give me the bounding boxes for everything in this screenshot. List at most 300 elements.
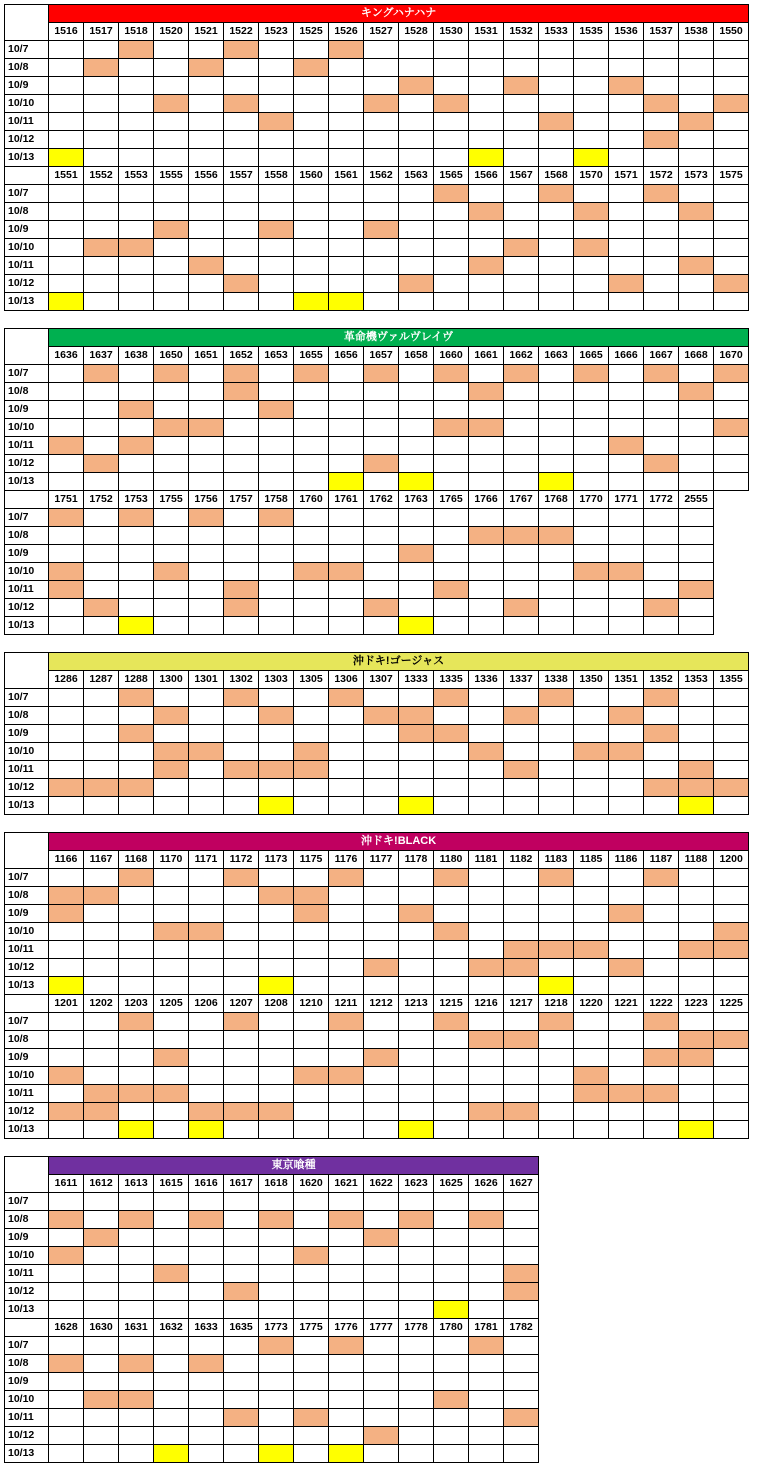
marked-cell <box>189 257 224 275</box>
data-cell <box>644 401 679 419</box>
data-cell <box>259 95 294 113</box>
header-spacer <box>5 167 49 185</box>
data-cell <box>679 95 714 113</box>
data-cell <box>154 725 189 743</box>
data-cell <box>469 401 504 419</box>
marked-cell <box>49 1067 84 1085</box>
data-cell <box>49 1121 84 1139</box>
marked-cell <box>49 887 84 905</box>
marked-cell <box>154 1049 189 1067</box>
machine-number: 1565 <box>434 167 469 185</box>
data-cell <box>644 887 679 905</box>
data-cell <box>84 923 119 941</box>
data-cell <box>574 1031 609 1049</box>
machine-number: 1762 <box>364 491 399 509</box>
data-cell <box>679 365 714 383</box>
data-cell <box>259 437 294 455</box>
marked-cell <box>434 185 469 203</box>
data-cell <box>224 1031 259 1049</box>
data-cell <box>294 599 329 617</box>
marked-cell <box>469 1031 504 1049</box>
date-label: 10/8 <box>5 1355 49 1373</box>
data-cell <box>294 1013 329 1031</box>
data-cell <box>294 977 329 995</box>
data-cell <box>399 257 434 275</box>
data-cell <box>364 1085 399 1103</box>
data-cell <box>189 761 224 779</box>
machine-number: 1553 <box>119 167 154 185</box>
marked-cell <box>714 1031 749 1049</box>
machine-number: 1782 <box>504 1319 539 1337</box>
data-cell <box>154 131 189 149</box>
data-cell <box>154 527 189 545</box>
data-cell <box>364 41 399 59</box>
marked-cell <box>49 905 84 923</box>
marked-cell <box>644 365 679 383</box>
table-row <box>5 1031 749 1049</box>
data-cell <box>294 41 329 59</box>
machine-number: 1632 <box>154 1319 189 1337</box>
marked-cell <box>294 1067 329 1085</box>
data-cell <box>224 1085 259 1103</box>
data-cell <box>434 437 469 455</box>
data-cell <box>399 437 434 455</box>
data-cell <box>364 527 399 545</box>
data-cell <box>714 221 749 239</box>
data-cell <box>119 563 154 581</box>
data-cell <box>434 401 469 419</box>
machine-number: 1651 <box>189 347 224 365</box>
data-cell <box>469 1445 504 1463</box>
data-cell <box>539 707 574 725</box>
marked-cell <box>434 1391 469 1409</box>
marked-cell <box>259 1337 294 1355</box>
data-cell <box>49 797 84 815</box>
data-cell <box>259 257 294 275</box>
data-cell <box>469 905 504 923</box>
data-cell <box>469 941 504 959</box>
marked-cell <box>224 869 259 887</box>
data-cell <box>294 1229 329 1247</box>
marked-cell <box>399 725 434 743</box>
data-cell <box>84 1193 119 1211</box>
date-label: 10/12 <box>5 455 49 473</box>
data-cell <box>399 41 434 59</box>
data-cell <box>399 1337 434 1355</box>
data-cell <box>154 77 189 95</box>
data-cell <box>364 1355 399 1373</box>
data-cell <box>329 383 364 401</box>
data-cell <box>434 275 469 293</box>
machine-number: 1767 <box>504 491 539 509</box>
data-cell <box>329 1121 364 1139</box>
data-cell <box>154 1031 189 1049</box>
highlight-cell <box>539 977 574 995</box>
data-cell <box>154 1409 189 1427</box>
data-cell <box>329 257 364 275</box>
data-cell <box>154 1373 189 1391</box>
machine-number: 1221 <box>609 995 644 1013</box>
data-cell <box>84 1013 119 1031</box>
data-cell <box>644 761 679 779</box>
data-cell <box>434 905 469 923</box>
data-cell <box>644 797 679 815</box>
machine-number: 1220 <box>574 995 609 1013</box>
date-label: 10/7 <box>5 1013 49 1031</box>
marked-cell <box>574 1085 609 1103</box>
marked-cell <box>84 599 119 617</box>
data-cell <box>49 1337 84 1355</box>
data-cell <box>84 689 119 707</box>
data-cell <box>329 365 364 383</box>
data-cell <box>329 149 364 167</box>
section-table <box>4 4 749 311</box>
data-cell <box>49 185 84 203</box>
marked-cell <box>224 1283 259 1301</box>
data-cell <box>49 1427 84 1445</box>
highlight-cell <box>434 1301 469 1319</box>
data-cell <box>294 509 329 527</box>
data-cell <box>539 365 574 383</box>
marked-cell <box>84 455 119 473</box>
marked-cell <box>294 1247 329 1265</box>
data-cell <box>714 257 749 275</box>
marked-cell <box>504 707 539 725</box>
data-cell <box>49 599 84 617</box>
data-cell <box>644 977 679 995</box>
data-cell <box>224 743 259 761</box>
data-cell <box>504 1391 539 1409</box>
marked-cell <box>259 761 294 779</box>
data-cell <box>609 401 644 419</box>
data-cell <box>329 401 364 419</box>
data-cell <box>329 221 364 239</box>
machine-number: 1662 <box>504 347 539 365</box>
data-cell <box>504 977 539 995</box>
machine-number: 1301 <box>189 671 224 689</box>
data-cell <box>434 257 469 275</box>
data-cell <box>469 41 504 59</box>
data-cell <box>574 293 609 311</box>
data-cell <box>469 1409 504 1427</box>
highlight-cell <box>574 149 609 167</box>
data-cell <box>84 1301 119 1319</box>
data-cell <box>539 455 574 473</box>
marked-cell <box>504 941 539 959</box>
data-cell <box>434 239 469 257</box>
data-cell <box>679 1103 714 1121</box>
marked-cell <box>469 527 504 545</box>
data-cell <box>399 1067 434 1085</box>
marked-cell <box>434 923 469 941</box>
data-cell <box>189 1193 224 1211</box>
data-cell <box>574 419 609 437</box>
data-cell <box>154 905 189 923</box>
data-cell <box>434 1445 469 1463</box>
data-cell <box>679 977 714 995</box>
machine-number: 1307 <box>364 671 399 689</box>
marked-cell <box>469 1337 504 1355</box>
data-cell <box>644 527 679 545</box>
date-label: 10/8 <box>5 527 49 545</box>
data-cell <box>504 563 539 581</box>
data-cell <box>154 887 189 905</box>
marked-cell <box>224 275 259 293</box>
data-cell <box>504 545 539 563</box>
data-cell <box>259 563 294 581</box>
data-cell <box>119 221 154 239</box>
data-cell <box>399 1247 434 1265</box>
data-cell <box>259 941 294 959</box>
data-cell <box>399 779 434 797</box>
data-cell <box>504 41 539 59</box>
data-cell <box>504 293 539 311</box>
marked-cell <box>504 527 539 545</box>
data-cell <box>84 1211 119 1229</box>
data-cell <box>119 599 154 617</box>
data-cell <box>574 59 609 77</box>
highlight-cell <box>259 977 294 995</box>
data-cell <box>399 1013 434 1031</box>
data-cell <box>399 527 434 545</box>
data-cell <box>119 581 154 599</box>
machine-number: 1333 <box>399 671 434 689</box>
data-cell <box>469 617 504 635</box>
data-cell <box>364 473 399 491</box>
marked-cell <box>119 401 154 419</box>
data-cell <box>364 761 399 779</box>
data-cell <box>574 77 609 95</box>
date-label: 10/12 <box>5 599 49 617</box>
section-title: 沖ドキ!ゴージャス <box>49 653 749 671</box>
data-cell <box>399 1355 434 1373</box>
machine-number: 1753 <box>119 491 154 509</box>
marked-cell <box>84 239 119 257</box>
table-row <box>5 707 749 725</box>
data-cell <box>364 1031 399 1049</box>
data-cell <box>469 239 504 257</box>
machine-number: 1517 <box>84 23 119 41</box>
data-cell <box>574 41 609 59</box>
data-cell <box>189 293 224 311</box>
marked-cell <box>364 95 399 113</box>
machine-number: 1620 <box>294 1175 329 1193</box>
data-cell <box>224 59 259 77</box>
machine-number: 1201 <box>49 995 84 1013</box>
date-label: 10/13 <box>5 1445 49 1463</box>
data-cell <box>539 743 574 761</box>
data-cell <box>609 473 644 491</box>
data-cell <box>84 1265 119 1283</box>
machine-number: 1776 <box>329 1319 364 1337</box>
machine-number: 1618 <box>259 1175 294 1193</box>
data-cell <box>469 797 504 815</box>
marked-cell <box>119 1013 154 1031</box>
data-cell <box>119 473 154 491</box>
marked-cell <box>434 365 469 383</box>
data-cell <box>364 293 399 311</box>
table-row <box>5 1391 539 1409</box>
data-cell <box>189 779 224 797</box>
data-cell <box>119 1427 154 1445</box>
data-cell <box>714 1013 749 1031</box>
machine-number: 1758 <box>259 491 294 509</box>
data-cell <box>609 689 644 707</box>
data-cell <box>49 941 84 959</box>
data-cell <box>119 1337 154 1355</box>
data-cell <box>329 1373 364 1391</box>
highlight-cell <box>154 1445 189 1463</box>
data-cell <box>434 1085 469 1103</box>
machine-number: 1631 <box>119 1319 154 1337</box>
table-row <box>5 905 749 923</box>
section-title: 革命機ヴァルヴレイヴ <box>49 329 749 347</box>
data-cell <box>504 113 539 131</box>
data-cell <box>259 581 294 599</box>
data-cell <box>714 1067 749 1085</box>
data-cell <box>574 527 609 545</box>
data-cell <box>364 905 399 923</box>
data-cell <box>679 563 714 581</box>
data-cell <box>469 293 504 311</box>
blank-cell <box>714 527 749 545</box>
data-cell <box>189 797 224 815</box>
marked-cell <box>609 275 644 293</box>
data-cell <box>644 509 679 527</box>
data-cell <box>504 617 539 635</box>
data-cell <box>189 1229 224 1247</box>
data-cell <box>364 563 399 581</box>
data-cell <box>574 977 609 995</box>
marked-cell <box>154 707 189 725</box>
data-cell <box>119 527 154 545</box>
marked-cell <box>364 365 399 383</box>
data-cell <box>189 221 224 239</box>
data-cell <box>329 941 364 959</box>
data-cell <box>224 149 259 167</box>
data-cell <box>679 725 714 743</box>
data-cell <box>294 401 329 419</box>
machine-number: 1760 <box>294 491 329 509</box>
data-cell <box>469 1049 504 1067</box>
table-row <box>5 527 749 545</box>
data-cell <box>329 1229 364 1247</box>
data-cell <box>364 887 399 905</box>
machine-number: 1212 <box>364 995 399 1013</box>
data-cell <box>434 707 469 725</box>
marked-cell <box>399 905 434 923</box>
data-cell <box>259 1409 294 1427</box>
corner-cell <box>5 329 49 365</box>
section-table <box>4 328 749 635</box>
date-label: 10/11 <box>5 761 49 779</box>
table-row <box>5 149 749 167</box>
data-cell <box>259 959 294 977</box>
data-cell <box>539 923 574 941</box>
data-cell <box>469 473 504 491</box>
data-cell <box>399 869 434 887</box>
data-cell <box>84 131 119 149</box>
date-label: 10/13 <box>5 1301 49 1319</box>
date-label: 10/8 <box>5 383 49 401</box>
data-cell <box>609 923 644 941</box>
data-cell <box>539 563 574 581</box>
data-cell <box>364 1103 399 1121</box>
data-cell <box>224 1121 259 1139</box>
machine-number: 1667 <box>644 347 679 365</box>
marked-cell <box>469 383 504 401</box>
data-cell <box>329 275 364 293</box>
data-cell <box>259 275 294 293</box>
data-cell <box>84 1373 119 1391</box>
data-cell <box>714 185 749 203</box>
machine-number: 1757 <box>224 491 259 509</box>
data-cell <box>119 1445 154 1463</box>
data-cell <box>434 1373 469 1391</box>
data-cell <box>609 419 644 437</box>
data-cell <box>294 77 329 95</box>
data-cell <box>504 509 539 527</box>
table-row <box>5 797 749 815</box>
data-cell <box>119 1103 154 1121</box>
data-cell <box>504 689 539 707</box>
data-cell <box>329 527 364 545</box>
machine-number: 1528 <box>399 23 434 41</box>
data-cell <box>539 887 574 905</box>
data-cell <box>259 1049 294 1067</box>
data-cell <box>399 941 434 959</box>
data-cell <box>224 1193 259 1211</box>
machine-number: 1775 <box>294 1319 329 1337</box>
data-cell <box>189 239 224 257</box>
data-cell <box>329 1391 364 1409</box>
data-cell <box>224 725 259 743</box>
data-cell <box>504 257 539 275</box>
data-cell <box>294 779 329 797</box>
data-cell <box>364 1409 399 1427</box>
data-cell <box>469 869 504 887</box>
data-cell <box>189 365 224 383</box>
marked-cell <box>434 419 469 437</box>
data-cell <box>574 923 609 941</box>
blank-cell <box>714 509 749 527</box>
data-cell <box>49 1409 84 1427</box>
machine-number: 1777 <box>364 1319 399 1337</box>
data-cell <box>329 1085 364 1103</box>
marked-cell <box>154 221 189 239</box>
data-cell <box>434 1049 469 1067</box>
data-cell <box>189 977 224 995</box>
data-cell <box>294 1391 329 1409</box>
data-cell <box>294 797 329 815</box>
data-cell <box>84 563 119 581</box>
data-cell <box>189 113 224 131</box>
machine-number: 1752 <box>84 491 119 509</box>
marked-cell <box>294 59 329 77</box>
data-cell <box>504 419 539 437</box>
data-cell <box>49 1373 84 1391</box>
data-cell <box>189 131 224 149</box>
data-cell <box>329 617 364 635</box>
marked-cell <box>609 959 644 977</box>
data-cell <box>644 1103 679 1121</box>
machine-number: 1666 <box>609 347 644 365</box>
data-cell <box>119 59 154 77</box>
machine-number: 1650 <box>154 347 189 365</box>
data-cell <box>399 113 434 131</box>
marked-cell <box>644 1013 679 1031</box>
data-cell <box>504 887 539 905</box>
